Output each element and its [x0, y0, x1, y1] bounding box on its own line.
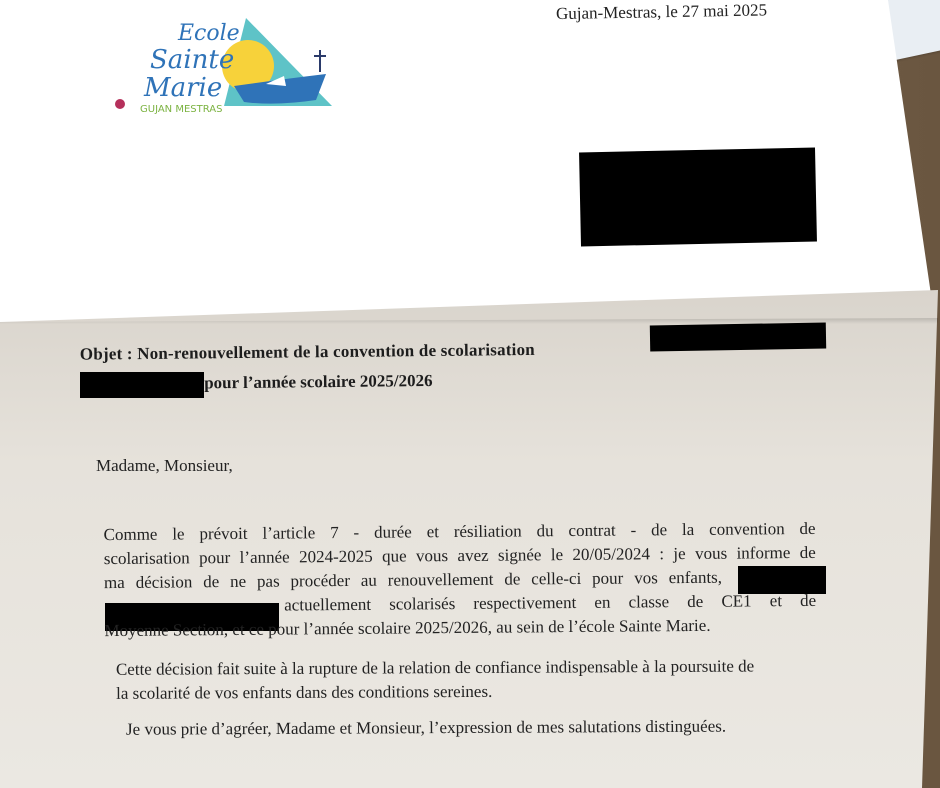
paragraph-1-line-5: Moyenne Section, et ce pour l’année scolaire 2025/2026, au sein de l’école Sainte Marie. [104, 615, 711, 641]
paragraph-1-line-3: ma décision de ne pas procéder au renouvellement de celle-ci pour vos enfants, [103, 567, 723, 593]
school-logo [106, 14, 338, 118]
logo-text-town: GUJAN MESTRAS [140, 104, 223, 115]
letter-closing: Je vous prie d’agréer, Madame et Monsieur, l’expression de mes salutations distinguées. [125, 716, 727, 739]
paragraph-2-line-2: la scolarité de vos enfants dans des conditions sereines. [116, 681, 493, 703]
letter-salutation: Madame, Monsieur, [96, 456, 233, 475]
logo-text-marie: Marie [144, 73, 223, 103]
paragraph-1-line-4: actuellement scolarisés respectivement en classe de CE1 et de [284, 590, 817, 615]
letter-date: Gujan-Mestras, le 27 mai 2025 [555, 0, 768, 24]
paragraph-1-line-2: scolarisation pour l’année 2024-2025 que vous avez signée le 20/05/2024 : je vous informe de [103, 542, 816, 569]
letter-paragraph-1 [103, 517, 816, 643]
logo-text-ecole: Ecole [178, 21, 240, 46]
logo-dot [115, 99, 125, 109]
redacted-address [579, 148, 817, 247]
subject-line-1: Objet : Non-renouvellement de la convention de scolarisation [79, 339, 536, 364]
paragraph-1-line-1: Comme le prévoit l’article 7 - durée et résiliation du contrat - de la convention de [103, 518, 816, 545]
logo-text-sainte: Sainte [150, 45, 235, 75]
letter-subject [80, 332, 781, 399]
subject-line-2: pour l’année scolaire 2025/2026 [204, 370, 433, 393]
letter-paragraph-2 [116, 654, 816, 706]
paragraph-2-line-1: Cette décision fait suite à la rupture de la relation de confiance indispensable à la poursuite de [115, 656, 755, 679]
